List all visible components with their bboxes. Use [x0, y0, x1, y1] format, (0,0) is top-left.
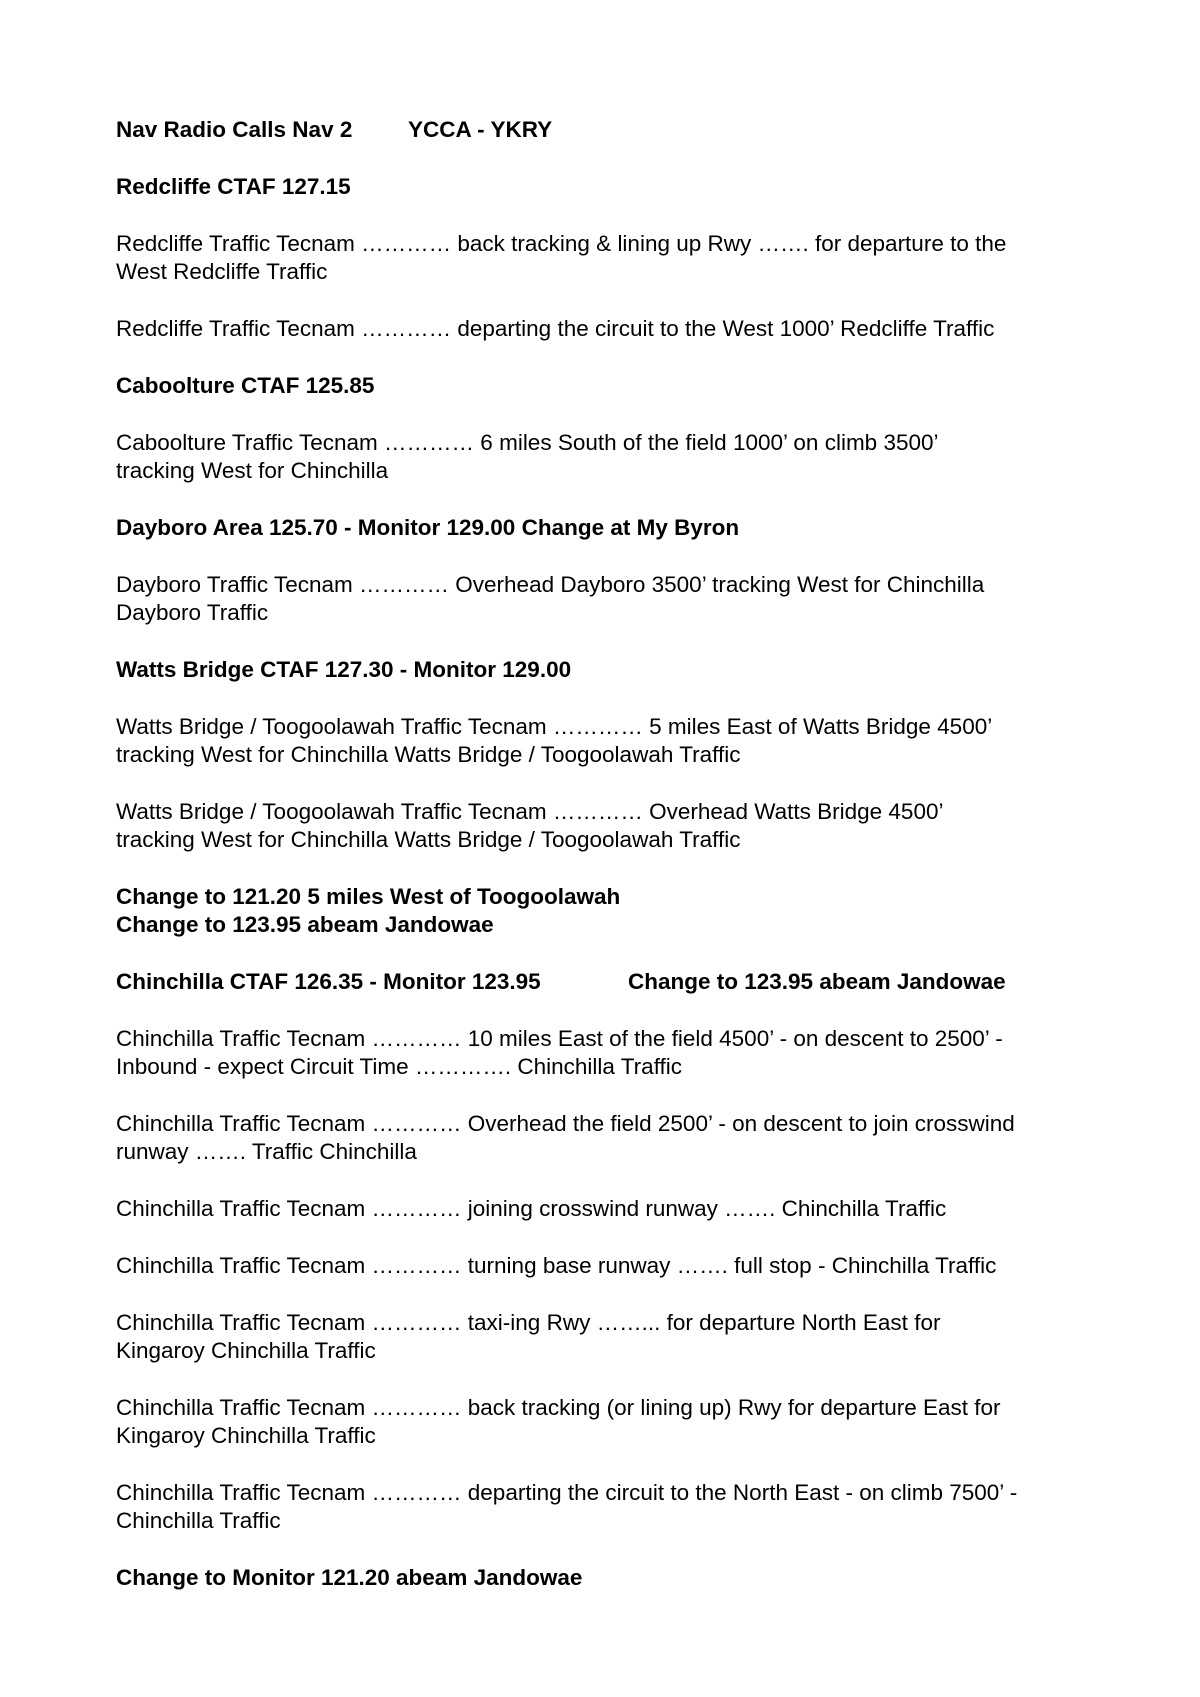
chinchilla-call-7-line-2: Chinchilla Traffic — [116, 1508, 281, 1533]
chinchilla-call-7-line-1: Chinchilla Traffic Tecnam ………… departing the circuit to the North East - on climb 7500’ - — [116, 1480, 1018, 1505]
final-frequency-change: Change to Monitor 121.20 abeam Jandowae — [116, 1565, 583, 1590]
watts-bridge-heading: Watts Bridge CTAF 127.30 - Monitor 129.00 — [116, 657, 572, 682]
watts-bridge-call-2-line-1: Watts Bridge / Toogoolawah Traffic Tecnam ………… Overhead Watts Bridge 4500’ — [116, 799, 944, 824]
redcliffe-heading: Redcliffe CTAF 127.15 — [116, 174, 351, 199]
caboolture-heading: Caboolture CTAF 125.85 — [116, 373, 375, 398]
redcliffe-call-1-line-2: West Redcliffe Traffic — [116, 259, 328, 284]
chinchilla-call-5-line-1: Chinchilla Traffic Tecnam ………… taxi-ing Rwy ……... for departure North East for — [116, 1310, 941, 1335]
caboolture-call-1-line-1: Caboolture Traffic Tecnam ………… 6 miles South of the field 1000’ on climb 3500’ — [116, 430, 939, 455]
chinchilla-call-1-line-2: Inbound - expect Circuit Time …………. Chinchilla Traffic — [116, 1054, 683, 1079]
frequency-change-1: Change to 121.20 5 miles West of Toogoolawah — [116, 884, 621, 909]
caboolture-call-1-line-2: tracking West for Chinchilla — [116, 458, 389, 483]
dayboro-call-1-line-2: Dayboro Traffic — [116, 600, 269, 625]
watts-bridge-call-1-line-1: Watts Bridge / Toogoolawah Traffic Tecnam ………… 5 miles East of Watts Bridge 4500’ — [116, 714, 993, 739]
chinchilla-heading: Chinchilla CTAF 126.35 - Monitor 123.95 — [116, 969, 541, 994]
chinchilla-call-2-line-2: runway ……. Traffic Chinchilla — [116, 1139, 417, 1164]
watts-bridge-call-2-line-2: tracking West for Chinchilla Watts Bridge / Toogoolawah Traffic — [116, 827, 741, 852]
chinchilla-heading-change: Change to 123.95 abeam Jandowae — [628, 969, 1006, 994]
frequency-change-2: Change to 123.95 abeam Jandowae — [116, 912, 494, 937]
chinchilla-call-3: Chinchilla Traffic Tecnam ………… joining crosswind runway ……. Chinchilla Traffic — [116, 1196, 947, 1221]
redcliffe-call-2: Redcliffe Traffic Tecnam ………… departing the circuit to the West 1000’ Redcliffe Traffic — [116, 316, 995, 341]
chinchilla-call-6-line-2: Kingaroy Chinchilla Traffic — [116, 1423, 376, 1448]
redcliffe-call-1-line-1: Redcliffe Traffic Tecnam ………… back tracking & lining up Rwy ……. for departure to the — [116, 231, 1007, 256]
chinchilla-call-4: Chinchilla Traffic Tecnam ………… turning base runway ……. full stop - Chinchilla Traffic — [116, 1253, 997, 1278]
dayboro-heading: Dayboro Area 125.70 - Monitor 129.00 Change at My Byron — [116, 515, 740, 540]
document-title: Nav Radio Calls Nav 2 — [116, 117, 353, 142]
chinchilla-call-5-line-2: Kingaroy Chinchilla Traffic — [116, 1338, 376, 1363]
chinchilla-call-6-line-1: Chinchilla Traffic Tecnam ………… back tracking (or lining up) Rwy for departure East for — [116, 1395, 1001, 1420]
chinchilla-call-1-line-1: Chinchilla Traffic Tecnam ………… 10 miles East of the field 4500’ - on descent to 2500’ - — [116, 1026, 1003, 1051]
chinchilla-call-2-line-1: Chinchilla Traffic Tecnam ………… Overhead the field 2500’ - on descent to join crosswind — [116, 1111, 1015, 1136]
route-title: YCCA - YKRY — [408, 117, 553, 142]
dayboro-call-1-line-1: Dayboro Traffic Tecnam ………… Overhead Dayboro 3500’ tracking West for Chinchilla — [116, 572, 985, 597]
watts-bridge-call-1-line-2: tracking West for Chinchilla Watts Bridge / Toogoolawah Traffic — [116, 742, 741, 767]
